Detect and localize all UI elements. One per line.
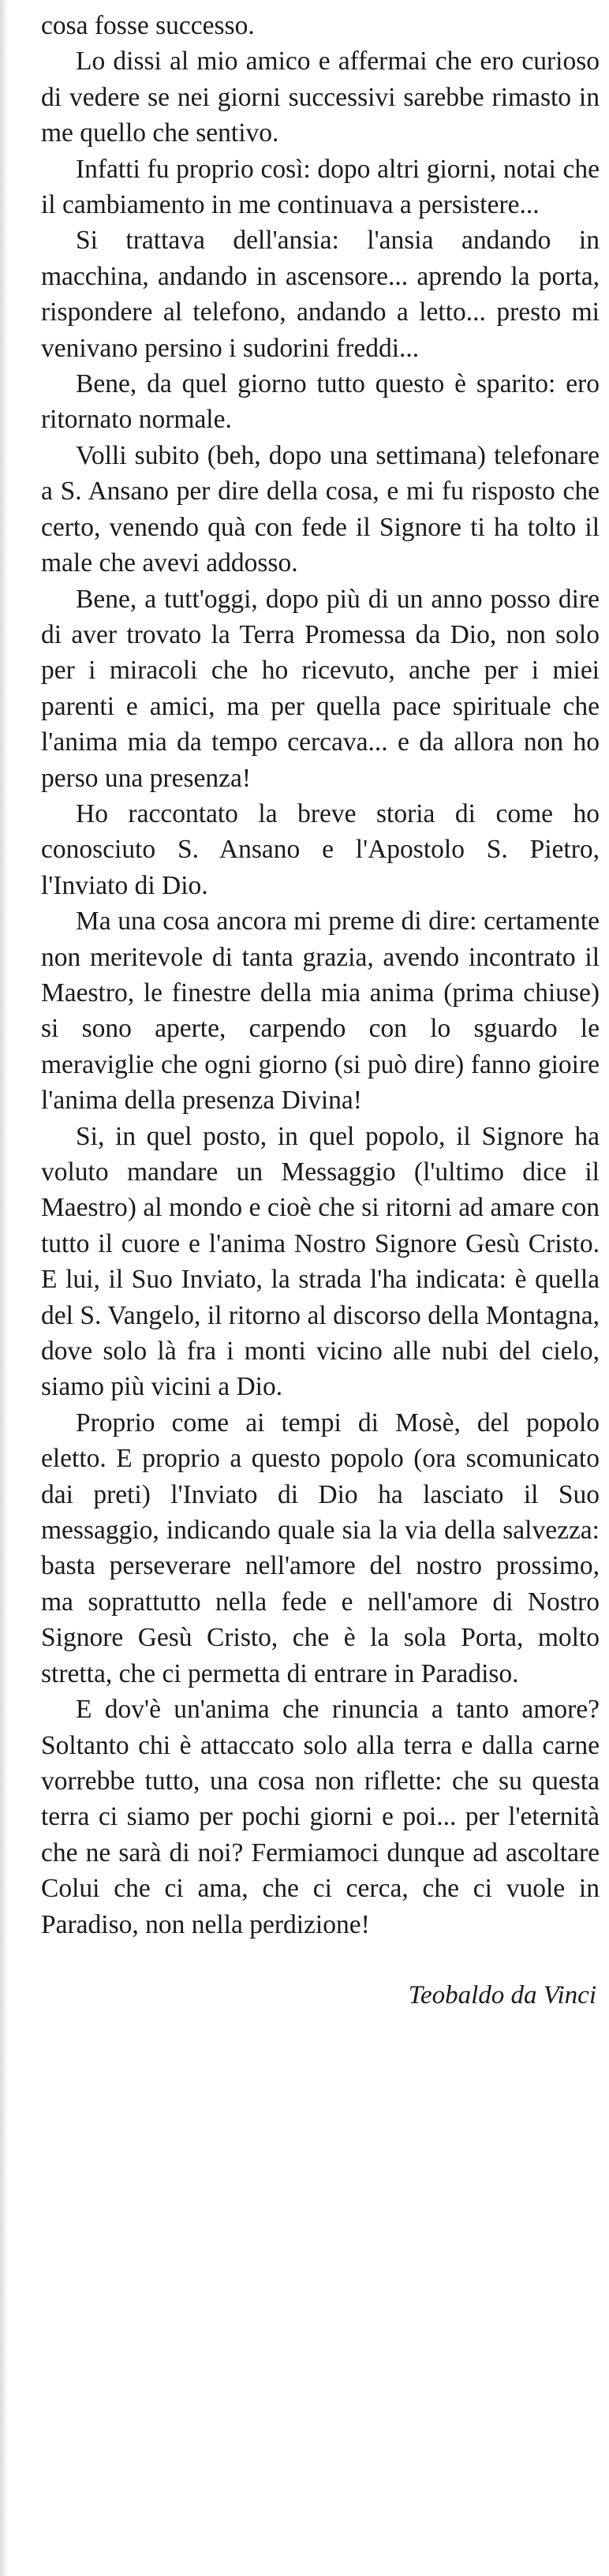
paragraph-8: Ho raccontato la breve storia di come ho conosciuto S. Ansano e l'Apostolo S. Pietro, l'Inviato di Dio. — [41, 798, 600, 900]
paragraph-6: Volli subito (beh, dopo una settimana) telefonare a S. Ansano per dire della cosa, e mi fu risposto che certo, venendo quà con fede il Signore ti ha tolto il male che avevi addosso. — [41, 440, 600, 578]
article-body — [41, 8, 600, 1942]
paragraph-9: Ma una cosa ancora mi preme di dire: certamente non meritevole di tanta grazia, avendo incontrato il Maestro, le finestre della mia anima (prima chiuse) si sono aperte, carpendo con lo sguardo le meraviglie che ogni giorno (si può dire) fanno gioire l'anima della presenza Divina! — [41, 907, 600, 1116]
paragraph-3: Infatti fu proprio così: dopo altri giorni, notai che il cambiamento in me continuava a persistere... — [41, 154, 600, 220]
paragraph-12: E dov'è un'anima che rinuncia a tanto amore? Soltanto chi è attaccato solo alla terra e dalla carne vorrebbe tutto, una cosa non riflette: che su questa terra ci siamo per pochi giorni e poi... per l'eternità che ne sarà di noi? Fermiamoci dunque ad ascoltare Colui che ci ama, che ci cerca, che ci vuole in Paradiso, non nella perdizione! — [41, 1695, 600, 1939]
paragraph-4: Si trattava dell'ansia: l'ansia andando in macchina, andando in ascensore... aprendo la porta, rispondere al telefono, andando a letto... presto mi venivano persino i sudorini freddi... — [41, 226, 600, 363]
paragraph-7: Bene, a tutt'oggi, dopo più di un anno posso dire di aver trovato la Terra Promessa da Dio, non solo per i miracoli che ho ricevuto, anche per i miei parenti e amici, ma per quella pace spirituale che l'anima mia da tempo cercava... e da allora non ho perso una presenza! — [41, 584, 600, 793]
paragraph-1: cosa fosse successo. — [41, 11, 255, 40]
paragraph-11: Proprio come ai tempi di Mosè, del popolo eletto. E proprio a questo popolo (ora scomunicato dai preti) l'Inviato di Dio ha lasciato il Suo messaggio, indicando quale sia la via della salvezza: basta perseverare nell'amore del nostro prossimo, ma soprattutto nella fede e nell'amore di Nostro Signore Gesù Cristo, che è la sola Porta, molto stretta, che ci permetta di entrare in Paradiso. — [41, 1408, 600, 1688]
page-edge-shadow — [0, 0, 8, 2576]
paragraph-5: Bene, da quel giorno tutto questo è sparito: ero ritornato normale. — [41, 369, 600, 435]
paragraph-10: Si, in quel posto, in quel popolo, il Signore ha voluto mandare un Messaggio (l'ultimo dice il Maestro) al mondo e cioè che si ritorni ad amare con tutto il cuore e l'anima Nostro Signore Gesù Cristo. E lui, il Suo Inviato, la strada l'ha indicata: è quella del S. Vangelo, il ritorno al discorso della Montagna, dove solo là fra i monti vicino alle nubi del cielo, siamo più vicini a Dio. — [41, 1121, 600, 1402]
author-signature: Teobaldo da Vinci — [408, 1980, 596, 2010]
paragraph-2: Lo dissi al mio amico e affermai che ero curioso di vedere se nei giorni successivi sarebbe rimasto in me quello che sentivo. — [41, 47, 600, 148]
